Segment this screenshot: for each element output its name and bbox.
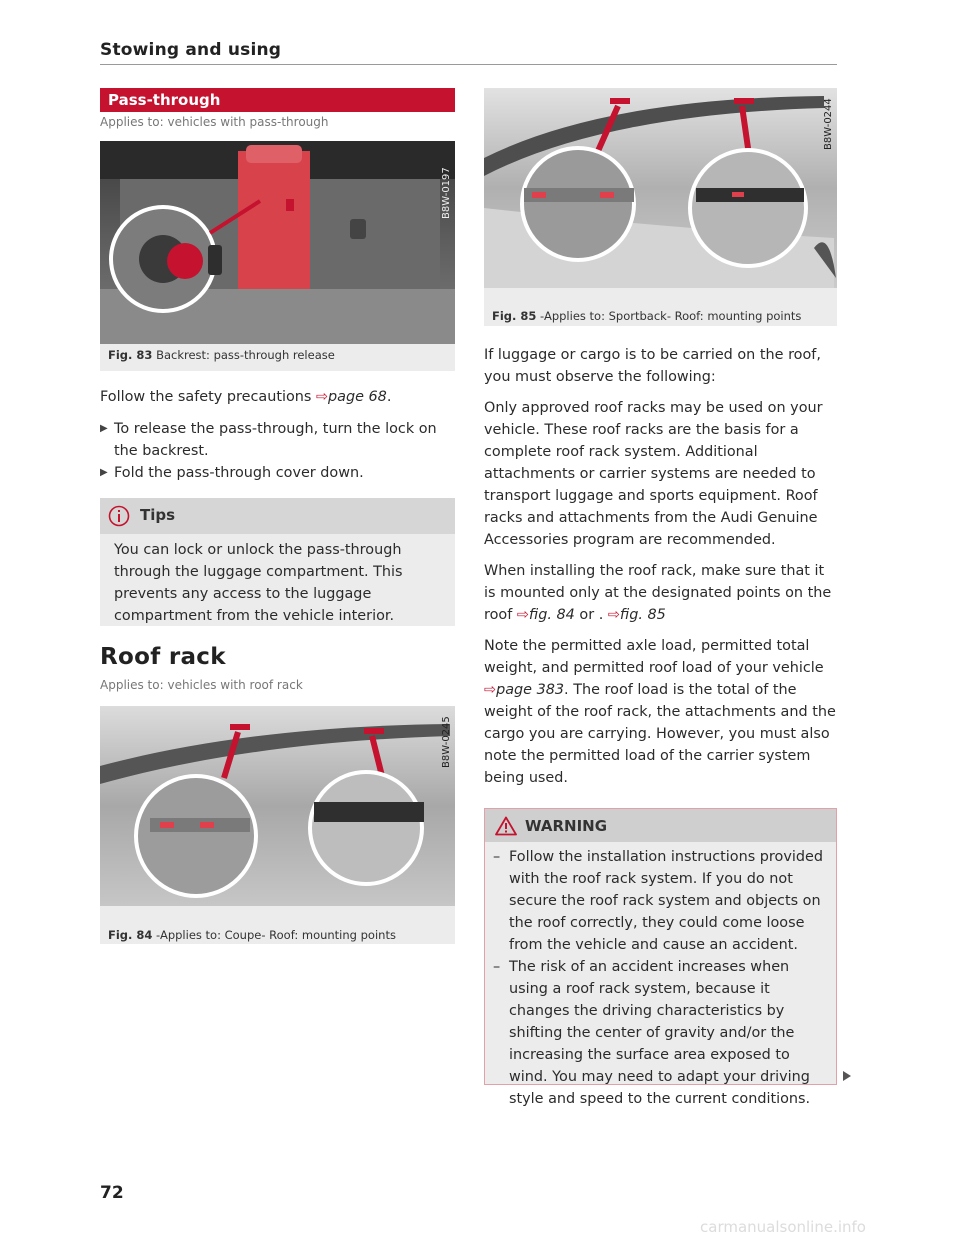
- roof-rack-body: [484, 344, 839, 798]
- tips-body: You can lock or unlock the pass-through through the luggage compartment. This prevents any access to the luggage compartment from the vehicle interior.: [100, 534, 455, 626]
- figure-84-number: Fig. 84: [108, 928, 153, 942]
- step-item: [100, 462, 445, 484]
- tips-title: Tips: [140, 506, 176, 524]
- warning-body: [484, 842, 837, 1107]
- watermark: carmanualsonline.info: [700, 1218, 866, 1236]
- roof-rack-p4: [484, 635, 839, 789]
- step-bullet-icon: ▶: [100, 467, 108, 478]
- figure-83-number: Fig. 83: [108, 348, 153, 362]
- p3-text: When installing the roof rack, make sure that it is mounted only at the designated points on the roof: [484, 563, 832, 623]
- figure-84-caption-text: -Applies to: Coupe- Roof: mounting points: [152, 928, 396, 942]
- page-ref-link[interactable]: page 68: [328, 389, 387, 405]
- roof-rack-applies: Applies to: vehicles with roof rack: [100, 678, 303, 692]
- warning-item-text: Follow the installation instructions provided with the roof rack system. If you do not secure the roof rack system and objects on the roof correctly, they could come loose from the vehicle and cause an accident.: [509, 849, 823, 953]
- step-text: To release the pass-through, turn the lock on the backrest.: [114, 421, 437, 459]
- roof-rack-p1: If luggage or cargo is to be carried on the roof, you must observe the following:: [484, 347, 821, 385]
- p3-mid: or .: [574, 607, 608, 623]
- figure-85-code: B8W-0244: [823, 98, 834, 150]
- pass-through-steps: [100, 418, 445, 484]
- fig-85-ref-link[interactable]: fig. 85: [619, 607, 666, 623]
- step-item: [100, 418, 445, 462]
- warning-title: WARNING: [525, 817, 608, 835]
- continue-arrow-icon: [843, 1071, 851, 1081]
- ref-arrow-icon: ⇨: [607, 607, 620, 623]
- figure-85-caption-text: -Applies to: Sportback- Roof: mounting points: [536, 309, 802, 323]
- step-text: Fold the pass-through cover down.: [114, 465, 364, 481]
- warning-item: [485, 956, 826, 1110]
- warning-item: [485, 846, 826, 956]
- figure-84: [100, 706, 455, 944]
- intro-end: .: [386, 389, 392, 405]
- figure-83-code: B8W-0197: [441, 167, 452, 219]
- warning-triangle-icon: [495, 816, 517, 836]
- coupe-roof-illustration: [100, 706, 455, 906]
- pass-through-applies: Applies to: vehicles with pass-through: [100, 115, 329, 129]
- figure-83-caption-text: Backrest: pass-through release: [156, 348, 335, 362]
- section-title: Stowing and using: [100, 40, 282, 60]
- figure-85-caption: [492, 309, 801, 323]
- ref-arrow-icon: ⇨: [484, 682, 497, 698]
- roof-rack-title: Roof rack: [100, 644, 226, 670]
- figure-83: [100, 141, 455, 371]
- dash-bullet: –: [493, 959, 501, 975]
- ref-arrow-icon: ⇨: [516, 607, 529, 623]
- sportback-roof-illustration: [484, 88, 837, 288]
- roof-rack-p3: [484, 560, 839, 626]
- dash-bullet: –: [493, 849, 501, 865]
- page-383-ref-link[interactable]: page 383: [496, 682, 565, 698]
- warning-item-text: The risk of an accident increases when using a roof rack system, because it changes the driving characteristics by shifting the center of gravity and/or the increasing the surface area exposed to wind. You may need to adapt your driving style and speed to the current conditions.: [509, 959, 811, 1107]
- tips-header: [100, 498, 455, 534]
- step-bullet-icon: ▶: [100, 423, 108, 434]
- figure-84-code: B8W-0245: [441, 716, 452, 768]
- warning-header: [484, 808, 837, 842]
- figure-83-caption: [108, 348, 335, 362]
- roof-rack-p2: Only approved roof racks may be used on your vehicle. These roof racks are the basis for a complete roof rack system. Additional attachments or carrier systems are needed to transport luggage and sports equipment. Roof racks and attachments from the Audi Genuine Accessories program are recommended.: [484, 400, 823, 548]
- page-number: 72: [100, 1183, 124, 1203]
- intro-text: Follow the safety precautions: [100, 389, 316, 405]
- header-rule: [100, 64, 837, 65]
- figure-84-caption: [108, 928, 396, 942]
- ref-arrow-icon: ⇨: [315, 389, 329, 405]
- figure-85: [484, 88, 837, 326]
- pass-through-banner: Pass-through: [100, 88, 455, 112]
- p4-rest: . The roof load is the total of the weight of the roof rack, the attachments and the cargo you are carrying. However, you must also note the permitted load of the carrier system being used.: [484, 682, 836, 786]
- fig-84-ref-link[interactable]: fig. 84: [528, 607, 575, 623]
- pass-through-intro: [100, 386, 455, 408]
- backrest-illustration: [100, 141, 455, 344]
- figure-85-number: Fig. 85: [492, 309, 537, 323]
- p4-text: Note the permitted axle load, permitted total weight, and permitted roof load of your vehicle: [484, 638, 824, 676]
- info-icon: [108, 505, 130, 527]
